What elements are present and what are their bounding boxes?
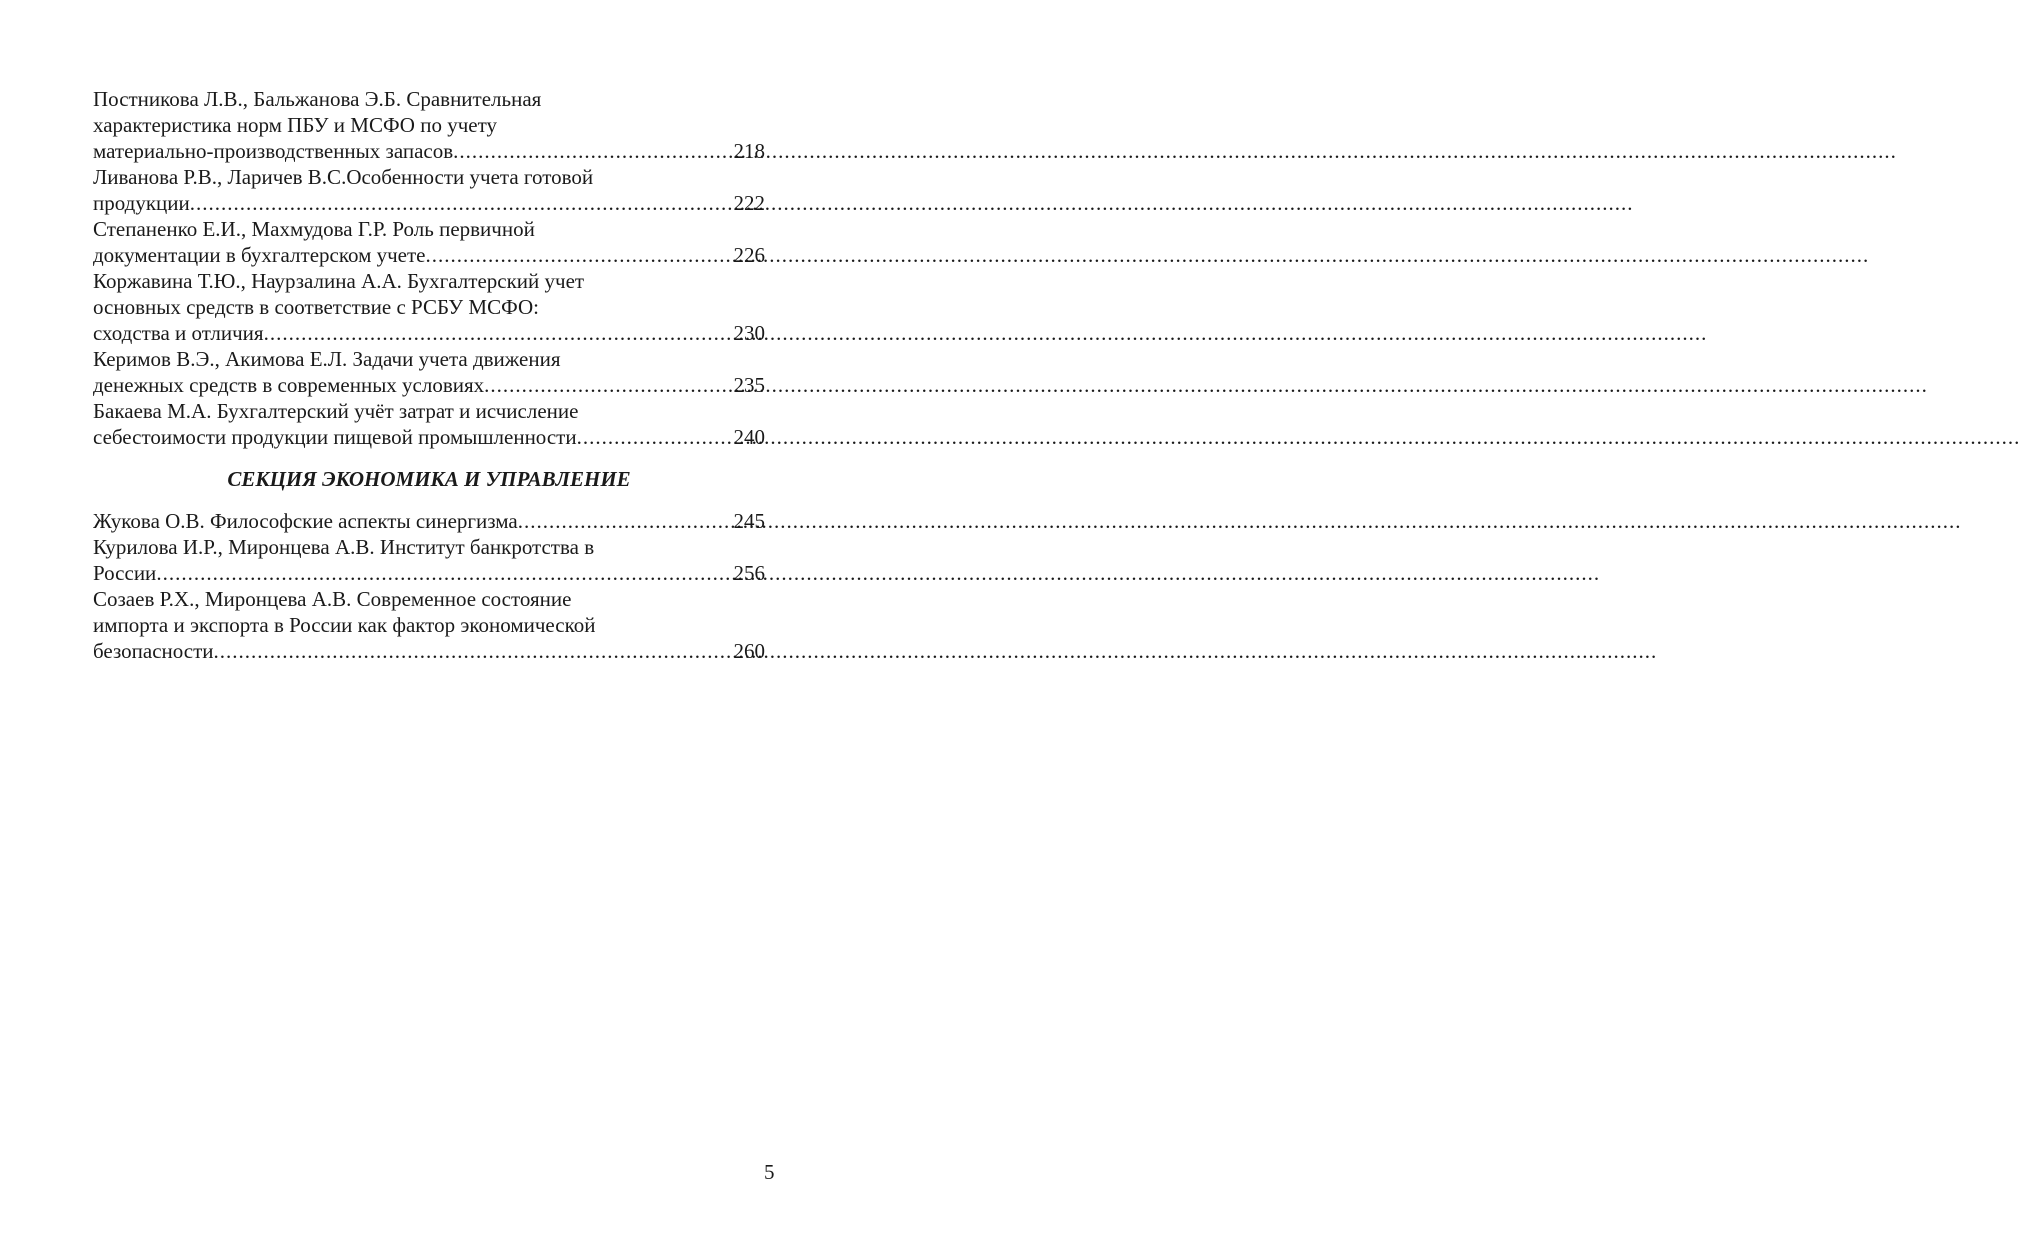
toc-entry-text-line: Коржавина Т.Ю., Наурзалина А.А. Бухгалтерский учет xyxy=(93,269,585,293)
toc-entry-text: безопасности xyxy=(93,639,214,663)
toc-entry-page-number: 230 xyxy=(733,321,765,345)
toc-entry-last-line xyxy=(93,638,765,664)
toc-entry-text: продукции xyxy=(93,191,190,215)
toc-entry-text: сходства и отличия xyxy=(93,321,264,345)
toc-entry-last-line xyxy=(93,372,765,398)
toc-entry-text-line: Курилова И.Р., Миронцева А.В. Институт банкротства в xyxy=(93,535,595,559)
toc-entry-text-line: Постникова Л.В., Бальжанова Э.Б. Сравнительная xyxy=(93,87,542,111)
dot-leader xyxy=(484,372,731,398)
toc-entry-last-line xyxy=(93,508,765,534)
toc-entry-text-line: импорта и экспорта в России как фактор экономической xyxy=(93,613,596,637)
toc-entry xyxy=(93,346,765,398)
toc-entry xyxy=(93,534,765,586)
section-heading: СЕКЦИЯ ЭКОНОМИКА И УПРАВЛЕНИЕ xyxy=(227,467,631,491)
toc-entry-text-line: Ливанова Р.В., Ларичев В.С.Особенности учета готовой xyxy=(93,165,594,189)
toc-entry-text: денежных средств в современных условиях xyxy=(93,373,485,397)
toc-entry-last-line xyxy=(93,138,765,164)
dot-leader xyxy=(214,638,732,664)
toc-entry-page-number: 256 xyxy=(733,561,765,585)
toc-entry-page-number: 218 xyxy=(733,139,765,163)
toc-entry-text-line: основных средств в соответствие с РСБУ МСФО: xyxy=(93,295,539,319)
page-number: 5 xyxy=(764,1160,775,1184)
toc-entry xyxy=(93,268,765,346)
toc-entry xyxy=(93,86,765,164)
toc-entry-text-line: Керимов В.Э., Акимова Е.Л. Задачи учета движения xyxy=(93,347,561,371)
dot-leader xyxy=(518,508,732,534)
toc-entry-text: себестоимости продукции пищевой промышленности xyxy=(93,425,577,449)
toc-entry-page-number: 260 xyxy=(733,639,765,663)
toc-entry-page-number: 222 xyxy=(733,191,765,215)
dot-leader xyxy=(426,242,732,268)
toc-entry-text: документации в бухгалтерском учете xyxy=(93,243,426,267)
toc-entry-text-line: Созаев Р.Х., Миронцева А.В. Современное состояние xyxy=(93,587,572,611)
dot-leader xyxy=(264,320,732,346)
dot-leader xyxy=(453,138,731,164)
toc-entry-page-number: 245 xyxy=(733,509,765,533)
toc-entry-text: материально-производственных запасов xyxy=(93,139,454,163)
toc-entry-text-line: характеристика норм ПБУ и МСФО по учету xyxy=(93,113,497,137)
table-of-contents-section xyxy=(93,508,765,664)
toc-entry-last-line xyxy=(93,320,765,346)
toc-entry-last-line xyxy=(93,242,765,268)
document-page xyxy=(0,0,875,1241)
toc-entry-last-line xyxy=(93,560,765,586)
toc-entry-page-number: 235 xyxy=(733,373,765,397)
toc-entry-page-number: 226 xyxy=(733,243,765,267)
toc-entry xyxy=(93,508,765,534)
toc-entry-text: России xyxy=(93,561,157,585)
table-of-contents xyxy=(93,86,765,450)
toc-entry xyxy=(93,216,765,268)
toc-entry-text: Жукова О.В. Философские аспекты синергизма xyxy=(93,509,518,533)
toc-entry-last-line xyxy=(93,190,765,216)
dot-leader xyxy=(156,560,731,586)
dot-leader xyxy=(577,424,732,450)
toc-entry xyxy=(93,164,765,216)
toc-entry xyxy=(93,398,765,450)
dot-leader xyxy=(190,190,732,216)
toc-entry-page-number: 240 xyxy=(733,425,765,449)
toc-entry-text-line: Бакаева М.А. Бухгалтерский учёт затрат и исчисление xyxy=(93,399,579,423)
toc-entry-text-line: Степаненко Е.И., Махмудова Г.Р. Роль первичной xyxy=(93,217,535,241)
toc-entry xyxy=(93,586,765,664)
toc-entry-last-line xyxy=(93,424,765,450)
